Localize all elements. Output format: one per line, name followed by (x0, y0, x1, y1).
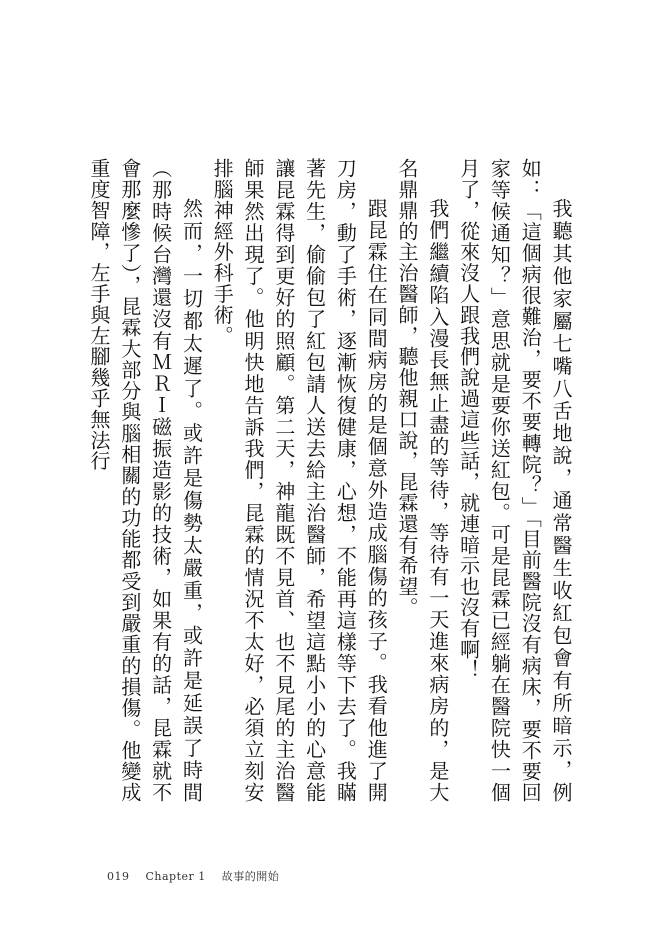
paragraph-4: 然而，一切都太遲了。或許是傷勢太嚴重，或許是延誤了時間（那時候台灣還沒有ＭＲＩ磁振造影的技術，如果有的話，昆霖就不會那麼慘了），昆霖大部分與腦相關的功能都受到嚴重的損傷。他變成重度智障，左手與左腳幾乎無法行 (87, 158, 204, 803)
vertical-text-body (83, 158, 576, 803)
paragraph-1: 我聽其他家屬七嘴八舌地說，通常醫生收紅包會有所暗示，例如：「這個病很難治，要不要轉院？」「目前醫院沒有病床，要不要回家等候通知？」意思就是要你送紅包。可是昆霖已經躺在醫院快一個月了，從來沒人跟我們說過這些話，就連暗示也沒有啊！ (456, 158, 573, 803)
page-number: 019 (107, 870, 130, 883)
chapter-label: Chapter 1 (145, 870, 206, 883)
paragraph-2: 我們繼續陷入漫長無止盡的等待，等待有一天進來病房的，是大名鼎鼎的主治醫師，聽他親口說，昆霖還有希望。 (395, 158, 450, 803)
paragraph-3: 跟昆霖住在同間病房的是個意外造成腦傷的孩子。我看他進了開刀房，動了手術，逐漸恢復健康，心想，不能再這樣等下去了。我瞞著先生，偷偷包了紅包請人送去給主治醫師，希望這點小小的心意能讓昆霖得到更好的照顧。第二天，神龍既不見首、也不見尾的主治醫師果然出現了。他明快地告訴我們，昆霖的情況不太好，必須立刻安排腦神經外科手術。 (210, 158, 389, 803)
page-footer (107, 868, 291, 884)
chapter-title: 故事的開始 (221, 870, 280, 883)
